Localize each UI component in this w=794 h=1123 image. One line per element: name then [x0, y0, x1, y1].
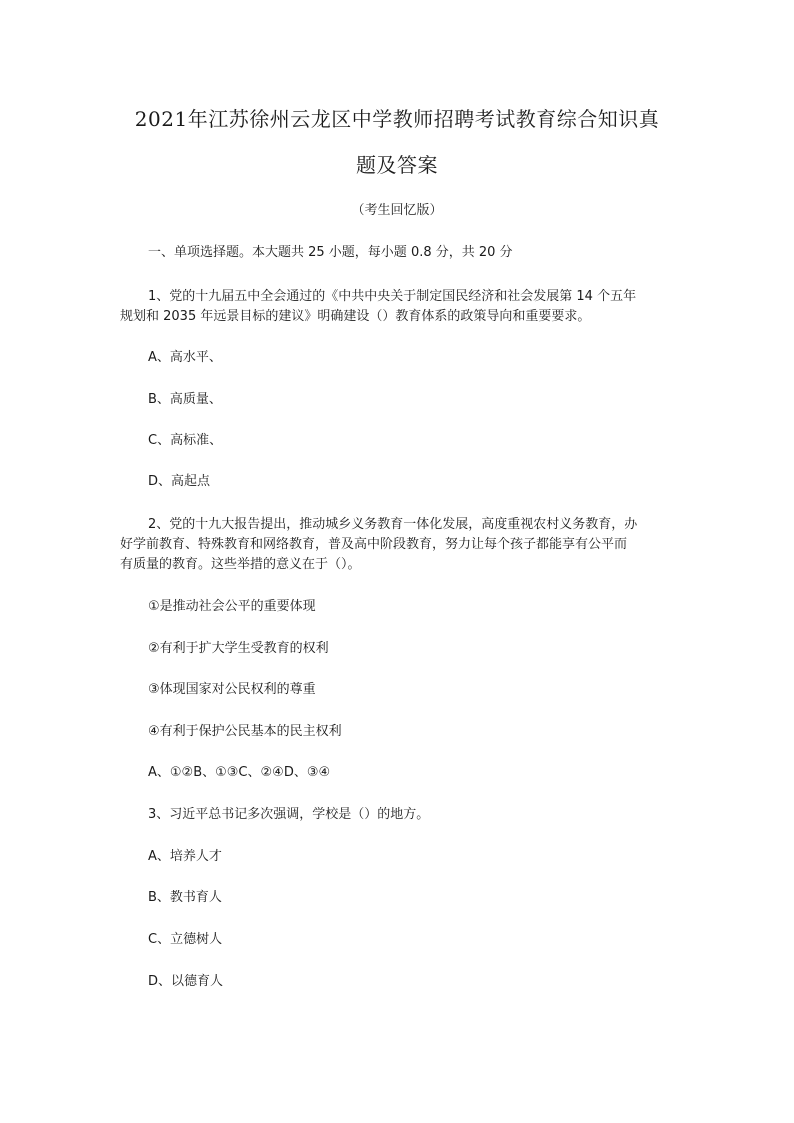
question-1-line-2: 规划和 2035 年远景目标的建议》明确建设（）教育体系的政策导向和重要要求。: [120, 309, 591, 324]
question-2-statement-3: ③体现国家对公民权利的尊重: [148, 682, 316, 697]
document-subtitle: （考生回忆版）: [351, 203, 443, 218]
question-2-line-3: 有质量的教育。这些举措的意义在于（）。: [120, 557, 361, 572]
question-2-statement-2: ②有利于扩大学生受教育的权利: [148, 641, 329, 656]
question-1-line-1: 1、党的十九届五中全会通过的《中共中央关于制定国民经济和社会发展第 14 个五年: [148, 289, 637, 304]
question-3-option-a: A、培养人才: [148, 849, 222, 864]
question-3-option-c: C、立德树人: [148, 932, 223, 947]
title-line-2: 题及答案: [356, 153, 438, 177]
question-2-options: A、①②B、①③C、②④D、③④: [148, 765, 331, 780]
question-3-option-d: D、以德育人: [148, 974, 224, 989]
title-line-1: 2021年江苏徐州云龙区中学教师招聘考试教育综合知识真: [134, 107, 660, 131]
question-1-option-a: A、高水平、: [148, 350, 222, 365]
question-1-stem: [120, 287, 676, 327]
question-2-statement-4: ④有利于保护公民基本的民主权利: [148, 724, 342, 739]
question-1-option-b: B、高质量、: [148, 392, 222, 407]
document-title: [120, 96, 674, 188]
question-2-stem: [120, 515, 676, 575]
question-2-line-1: 2、党的十九大报告提出，推动城乡义务教育一体化发展，高度重视农村义务教育，办: [148, 517, 638, 532]
question-1-option-d: D、高起点: [148, 474, 211, 489]
question-3-stem: 3、习近平总书记多次强调，学校是（）的地方。: [148, 807, 430, 822]
question-1-option-c: C、高标准、: [148, 433, 223, 448]
section-heading: 一、单项选择题。本大题共 25 小题，每小题 0.8 分，共 20 分: [148, 245, 513, 260]
question-2-line-2: 好学前教育、特殊教育和网络教育，普及高中阶段教育，努力让每个孩子都能享有公平而: [120, 537, 628, 552]
question-3-option-b: B、教书育人: [148, 890, 222, 905]
question-2-statement-1: ①是推动社会公平的重要体现: [148, 599, 316, 614]
